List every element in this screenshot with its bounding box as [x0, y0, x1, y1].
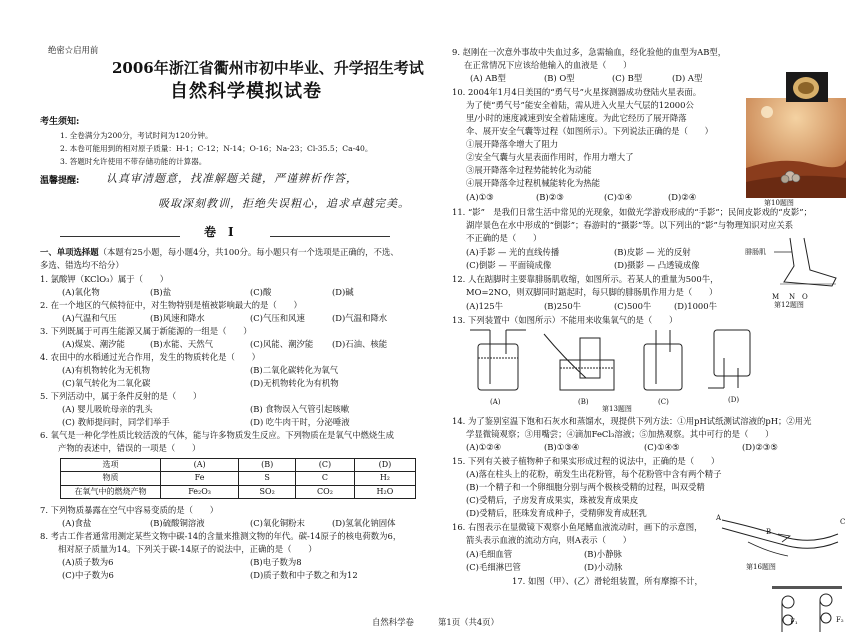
notice-item: 3. 答题时允许使用不带存储功能的计算器。: [60, 157, 207, 166]
answer-option[interactable]: (D)小动脉: [584, 562, 623, 572]
answer-option[interactable]: (B) O型: [544, 73, 575, 83]
table-cell: (A): [161, 459, 239, 472]
answer-option[interactable]: (C)气压和风速: [250, 313, 305, 323]
table-cell: C: [296, 472, 355, 485]
question-stem: 为了使“勇气号”能安全着陆，需从进入火星大气层的12000公: [466, 100, 694, 110]
q6-table: [60, 458, 416, 499]
answer-option[interactable]: (A)①③: [466, 192, 494, 202]
answer-option[interactable]: (D)摄影 — 凸透镜成像: [614, 260, 700, 270]
answer-option[interactable]: (A)125牛: [466, 301, 503, 311]
question-stem: 湖岸景色在水中形成的“倒影”；春游时的“摄影”等。以下列出的“影”与物理知识对应关系: [466, 220, 794, 230]
answer-option[interactable]: (D)无机物转化为有机物: [250, 378, 339, 388]
question-stem: 在正常情况下应该给他输入的血液是（ ）: [464, 60, 632, 70]
secret-label: 绝密☆启用前: [48, 45, 99, 55]
answer-option[interactable]: (C)受精后，子房发育成果实，珠被发育成果皮: [466, 495, 639, 505]
answer-option[interactable]: (A)有机物转化为无机物: [62, 365, 150, 375]
footer-page: 第1页（共4页）: [438, 617, 499, 627]
muscle-label: 腓肠肌: [745, 248, 766, 256]
answer-option[interactable]: (D)石油、核能: [332, 339, 388, 349]
blood-vessel-diagram: [718, 512, 846, 558]
table-row: [61, 485, 416, 498]
divider: [270, 236, 390, 237]
notice-item: 1. 全卷满分为200分，考试时间为120分钟。: [60, 131, 213, 140]
question-stem: 6. 氧气是一种化学性质比较活泼的气体，能与许多物质发生反应。下列物质在是氧气中燃烧生成: [40, 430, 395, 440]
answer-option[interactable]: (A)氧化物: [62, 287, 100, 297]
answer-option[interactable]: (C)风能、潮汐能: [250, 339, 314, 349]
table-cell: S: [239, 472, 296, 485]
section-desc: （本题有25小题，每小题4分，共100分。每小题只有一个选项是正确的，不选、: [98, 247, 399, 257]
figure-caption: 第10题图: [764, 199, 794, 207]
question-stem: 2. 在一个地区的气候特征中，对生物特别是植被影响最大的是（ ）: [40, 300, 302, 310]
answer-option[interactable]: (C)500牛: [614, 301, 652, 311]
figure-caption: 第12题图: [774, 301, 804, 309]
foot-diagram: [770, 236, 844, 296]
mars-landing-illustration: [452, 36, 847, 206]
reminder-heading: 温馨提醒:: [40, 176, 80, 186]
answer-option[interactable]: (B)②③: [536, 192, 564, 202]
answer-option[interactable]: (A)①②④: [466, 442, 502, 452]
apparatus-d: [708, 330, 750, 388]
answer-option[interactable]: (D) A型: [672, 73, 703, 83]
force-label: F₁: [790, 618, 798, 626]
question-stem: 3. 下列既属于可再生能源又属于新能源的一组是（ ）: [40, 326, 252, 336]
question-stem: 里/小时的速度减速到安全着陆速度。为此它经历了展开降落: [466, 113, 687, 123]
answer-option[interactable]: (B)风速和降水: [150, 313, 205, 323]
question-stem: 7. 下列物质暴露在空气中容易变质的是（ ）: [40, 505, 219, 515]
answer-option[interactable]: (B)①③④: [544, 442, 580, 452]
table-cell: Fe: [161, 472, 239, 485]
table-cell: SO₂: [239, 485, 296, 498]
gas-collection-apparatus: [468, 328, 768, 396]
answer-option[interactable]: (A) AB型: [470, 73, 506, 83]
answer-option[interactable]: (B)盐: [150, 287, 172, 297]
table-cell: (D): [354, 459, 415, 472]
question-stem: MO=2NO，则双脚同时踮起时，每只脚的腓肠肌作用力是（ ）: [466, 287, 718, 297]
answer-option[interactable]: (B)水能、天然气: [150, 339, 213, 349]
answer-option[interactable]: (A)落在柱头上的花粉，萌发生出花粉管，每个花粉管中含有两个精子: [466, 469, 722, 479]
question-stem: 13. 下列装置中（如图所示）不能用来收集氧气的是（ ）: [452, 315, 678, 325]
table-row: [61, 472, 416, 485]
answer-option[interactable]: (A)煤炭、潮汐能: [62, 339, 125, 349]
answer-option[interactable]: (D)②③⑤: [742, 442, 778, 452]
footer-subject: 自然科学卷: [372, 617, 414, 627]
apparatus-label: (A): [490, 398, 501, 406]
answer-option[interactable]: (D)②④: [668, 192, 697, 202]
table-cell: CO₂: [296, 485, 355, 498]
question-stem: 相对原子质量为14。下列关于碳-14原子的说法中，正确的是（ ）: [58, 544, 317, 554]
exam-subtitle: 自然科学模拟试卷: [170, 81, 322, 102]
answer-option[interactable]: (D)1000牛: [674, 301, 717, 311]
answer-option[interactable]: (B) 食物误入气管引起咳嗽: [250, 404, 350, 414]
vessel-label: A: [716, 514, 722, 522]
answer-option[interactable]: (C)氧化铜粉末: [250, 518, 305, 528]
answer-option[interactable]: (C) B型: [612, 73, 643, 83]
answer-option[interactable]: (C)毛细淋巴管: [466, 562, 521, 572]
answer-option[interactable]: (D) 吃牛肉干时，分泌唾液: [250, 417, 350, 427]
statement: ①展开降落伞增大了阻力: [466, 139, 559, 149]
apparatus-b: [544, 334, 614, 390]
question-stem: 5. 下列活动中，属于条件反射的是（ ）: [40, 391, 202, 401]
answer-option[interactable]: (A)食盐: [62, 518, 92, 528]
force-label: F₂: [836, 616, 844, 624]
question-stem: 14. 为了鉴别室温下饱和石灰水和蒸馏水，现提供下列方法：①用pH试纸测试溶液的pH；②用光: [452, 416, 812, 426]
question-stem: 箭头表示血液的流动方向，则A表示（ ）: [466, 535, 632, 545]
divider: [60, 236, 180, 237]
answer-option[interactable]: (A)毛细血管: [466, 549, 513, 559]
apparatus-label: (D): [728, 396, 740, 404]
question-stem: 16. 右图表示在显微镜下观察小鱼尾鳍血液流动时，画下的示意图，: [452, 522, 703, 532]
vessel-label: C: [840, 518, 846, 526]
apparatus-a: [470, 330, 526, 390]
question-stem: 8. 考古工作者通常用测定某些文物中碳-14的含量来推测文物的年代。碳-14原子的核电荷数为6，: [40, 531, 402, 541]
notice-item: 2. 本卷可能用到的相对原子质量：H-1；C-12；N-14；O-16；Na-23；Cl-35.5；Ca-40。: [60, 144, 373, 153]
answer-option[interactable]: (C)氧气转化为二氧化碳: [62, 378, 151, 388]
answer-option[interactable]: (D)氢氧化钠固体: [332, 518, 396, 528]
answer-option[interactable]: (D)受精后，胚珠发育成种子，受精卵发育成胚乳: [466, 508, 647, 518]
question-stem: 15. 下列有关被子植物种子和果实形成过程的说法中，正确的是（ ）: [452, 456, 720, 466]
vessel-label: B: [766, 528, 772, 536]
question-stem: 4. 农田中的水稻通过光合作用，发生的物质转化是（ ）: [40, 352, 261, 362]
answer-option[interactable]: (C)酸: [250, 287, 272, 297]
volume-heading: 卷 Ⅰ: [204, 225, 234, 239]
point-label-n: N: [789, 293, 796, 301]
exam-title: 2006年浙江省衢州市初中毕业、升学招生考试: [112, 59, 424, 77]
answer-option[interactable]: (C)①④⑤: [644, 442, 680, 452]
question-stem: 11. “影” 是我们日常生活中常见的光现象，如做光学游戏形成的“手影”；民间皮影戏的“皮影”；: [452, 207, 812, 217]
point-label-o: O: [802, 293, 808, 301]
section-heading: 一、单项选择题: [40, 247, 99, 257]
apparatus-c: [644, 330, 682, 390]
question-stem: 1. 氯酸钾（KClO₃）属于（ ）: [40, 274, 169, 284]
statement: ③展开降落伞过程势能转化为动能: [466, 165, 592, 175]
notice-heading: 考生须知:: [40, 117, 80, 127]
answer-option[interactable]: (B)小静脉: [584, 549, 622, 559]
answer-option[interactable]: (C)中子数为6: [62, 570, 114, 580]
question-stem: 17. 如图（甲）、(乙）滑轮组装置，所有摩擦不计，: [512, 576, 703, 586]
reminder-line: 认真审清题意，找准解题关键，严谨辨析作答，: [106, 172, 358, 185]
answer-option[interactable]: (B)皮影 — 光的反射: [614, 247, 691, 257]
question-stem: 不正确的是（ ）: [466, 233, 542, 243]
answer-option[interactable]: (D)气温和降水: [332, 313, 388, 323]
table-cell: 选项: [61, 459, 161, 472]
table-cell: 在氧气中的燃烧产物: [61, 485, 161, 498]
answer-option[interactable]: (D)质子数和中子数之和为12: [250, 570, 358, 580]
question-stem: 伞、展开安全气囊等过程（如图所示）。下列说法正确的是（ ）: [466, 126, 714, 136]
question-stem: 10. 2004年1月4日美国的“勇气号”火星探测器成功登陆火星表面。: [452, 87, 702, 97]
answer-option[interactable]: (C) 教师提问时，同学们举手: [62, 417, 170, 427]
answer-option[interactable]: (A)质子数为6: [62, 557, 114, 567]
statement: ④展开降落伞过程机械能转化为热能: [466, 178, 600, 188]
answer-option[interactable]: (D)碱: [332, 287, 354, 297]
figure-caption: 第16题图: [746, 563, 776, 571]
table-cell: Fe₂O₃: [161, 485, 239, 498]
question-stem: 学显微镜观察；③用嘴尝；④滴加FeCl₃溶液；⑤加热观察。其中可行的是（ ）: [466, 429, 774, 439]
table-cell: H₂O: [354, 485, 415, 498]
answer-option[interactable]: (B)硫酸铜溶液: [150, 518, 205, 528]
answer-option[interactable]: (C)①④: [604, 192, 632, 202]
answer-option[interactable]: (A) 婴儿吸吮母亲的乳头: [62, 404, 153, 414]
statement: ②安全气囊与火星表面作用时，作用力增大了: [466, 152, 634, 162]
answer-option[interactable]: (B)250牛: [544, 301, 582, 311]
apparatus-label: (C): [658, 398, 669, 406]
answer-option[interactable]: (A)手影 — 光的直线传播: [466, 247, 560, 257]
answer-option[interactable]: (B)一个精子和一个卵细胞分别与两个极核受精的过程，叫双受精: [466, 482, 705, 492]
reminder-line: 吸取深刻教训，拒绝失误粗心，追求卓越完美。: [158, 197, 410, 210]
question-stem: 9. 赵刚在一次意外事故中失血过多，急需输血，经化验他的血型为AB型，: [452, 47, 727, 57]
table-cell: (C): [296, 459, 355, 472]
answer-option[interactable]: (C)倒影 — 平面镜成像: [466, 260, 552, 270]
question-stem: 产物的表述中，错误的一项是（ ）: [58, 443, 201, 453]
answer-option[interactable]: (B)电子数为8: [250, 557, 302, 567]
answer-option[interactable]: (B)二氧化碳转化为氧气: [250, 365, 339, 375]
table-row: [61, 459, 416, 472]
answer-option[interactable]: (A)气温和气压: [62, 313, 117, 323]
table-cell: 物质: [61, 472, 161, 485]
section-desc: 多选、错选均不给分）: [40, 260, 124, 270]
table-cell: (B): [239, 459, 296, 472]
figure-caption: 第13题图: [602, 405, 632, 413]
question-stem: 12. 人在踮脚时主要靠腓肠肌收缩，如图所示。若某人的重量为500牛，: [452, 274, 719, 284]
point-label-m: M: [772, 293, 780, 301]
table-cell: H₂: [354, 472, 415, 485]
apparatus-label: (B): [578, 398, 589, 406]
